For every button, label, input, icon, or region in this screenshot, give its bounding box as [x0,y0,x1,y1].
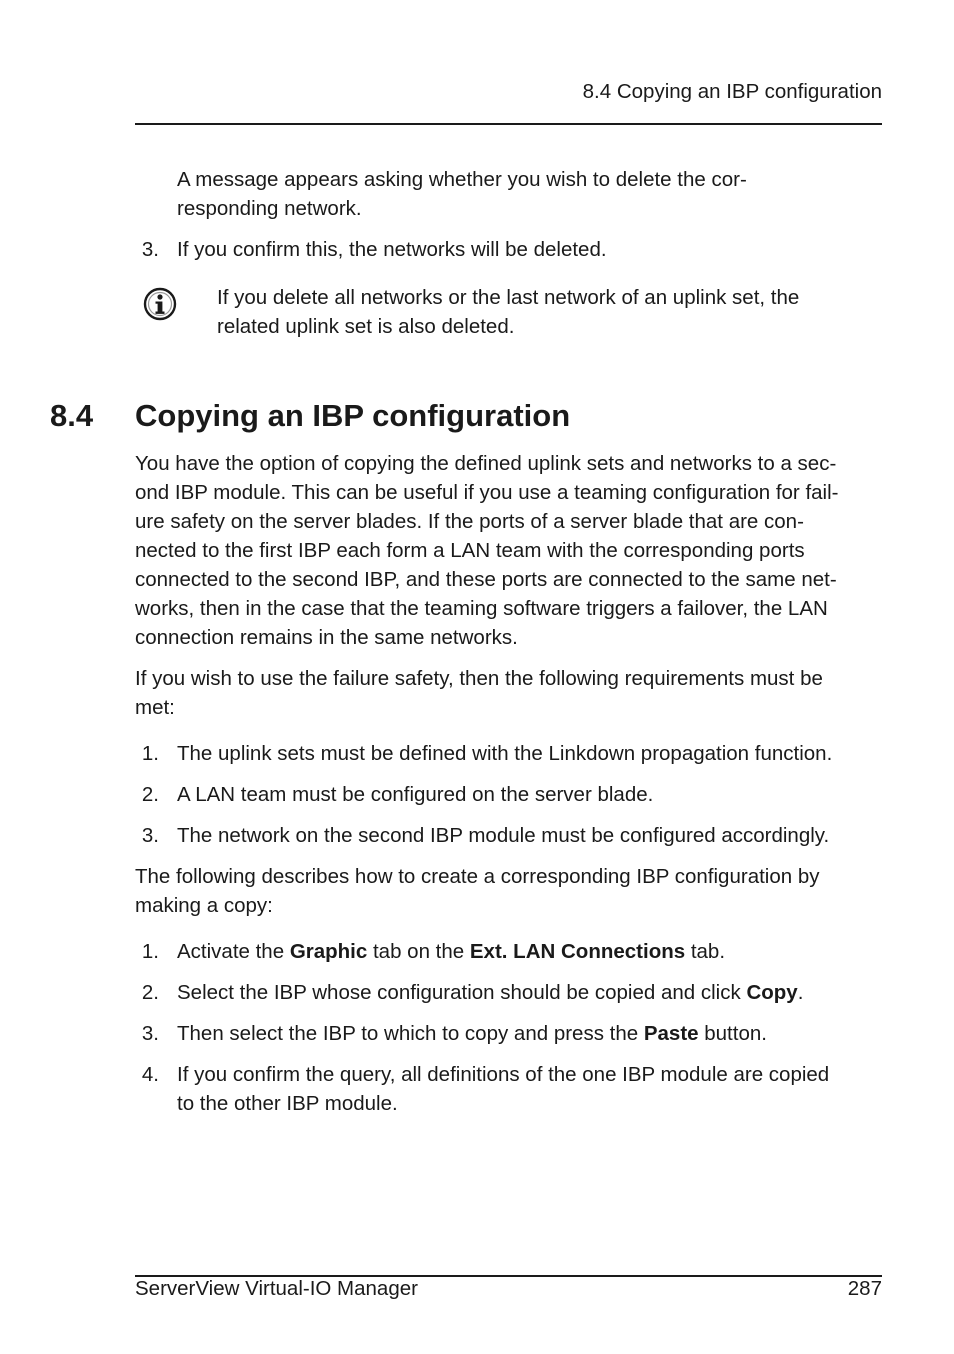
para1-line-3: ure safety on the server blades. If the ports of a server blade that are con- [135,510,804,533]
para1-line-1: You have the option of copying the defined uplink sets and networks to a sec- [135,452,837,475]
page-number: 287 [847,1277,882,1300]
para1-line-6: works, then in the case that the teaming software triggers a failover, the LAN [135,597,828,620]
para1-line-7: connection remains in the same networks. [135,626,518,649]
note-line-1: If you delete all networks or the last network of an uplink set, the [217,286,800,309]
requirement-text: The uplink sets must be defined with the Linkdown propagation function. [177,742,833,765]
intro-step-text: If you confirm this, the networks will be deleted. [177,238,607,261]
para2-line-1: If you wish to use the failure safety, then the following requirements must be [135,667,823,690]
info-icon [143,287,177,321]
note-line-2: related uplink set is also deleted. [217,315,515,338]
step-4-line-1: If you confirm the query, all definitions of the one IBP module are copied [177,1063,830,1086]
step-number: 2. [141,981,159,1004]
intro-step-number: 3. [141,238,159,261]
copy-button-label: Copy [746,981,798,1004]
section-title: Copying an IBP configuration [135,398,571,433]
header-rule [135,123,882,125]
requirement-number: 1. [141,742,159,765]
requirement-text: A LAN team must be configured on the server blade. [177,783,654,806]
para2-line-2: met: [135,696,175,719]
step-4-line-2: to the other IBP module. [177,1092,398,1115]
step-1-text: Activate the Graphic tab on the Ext. LAN Connections tab. [177,940,726,963]
para3-line-2: making a copy: [135,894,273,917]
requirement-number: 2. [141,783,159,806]
step-number: 4. [141,1063,159,1086]
graphic-tab-label: Graphic [289,940,368,963]
section-number: 8.4 [50,398,94,433]
step-3-text: Then select the IBP to which to copy and press the Paste button. [177,1022,767,1045]
step-number: 3. [141,1022,159,1045]
intro-message-line-1: A message appears asking whether you wish to delete the cor- [177,168,747,191]
ext-lan-connections-tab-label: Ext. LAN Connections [469,940,686,963]
requirement-text: The network on the second IBP module must be configured accordingly. [177,824,830,847]
para1-line-2: ond IBP module. This can be useful if you use a teaming configuration for fail- [135,481,839,504]
running-header: 8.4 Copying an IBP configuration [582,80,882,103]
footer-product: ServerView Virtual-IO Manager [135,1277,418,1300]
requirement-number: 3. [141,824,159,847]
paste-button-label: Paste [643,1022,699,1045]
intro-message-line-2: responding network. [177,197,362,220]
para1-line-4: nected to the first IBP each form a LAN team with the corresponding ports [135,539,805,562]
para3-line-1: The following describes how to create a corresponding IBP configuration by [135,865,820,888]
step-number: 1. [141,940,159,963]
para1-line-5: connected to the second IBP, and these ports are connected to the same net- [135,568,837,591]
step-2-text: Select the IBP whose configuration should be copied and click Copy. [177,981,804,1004]
